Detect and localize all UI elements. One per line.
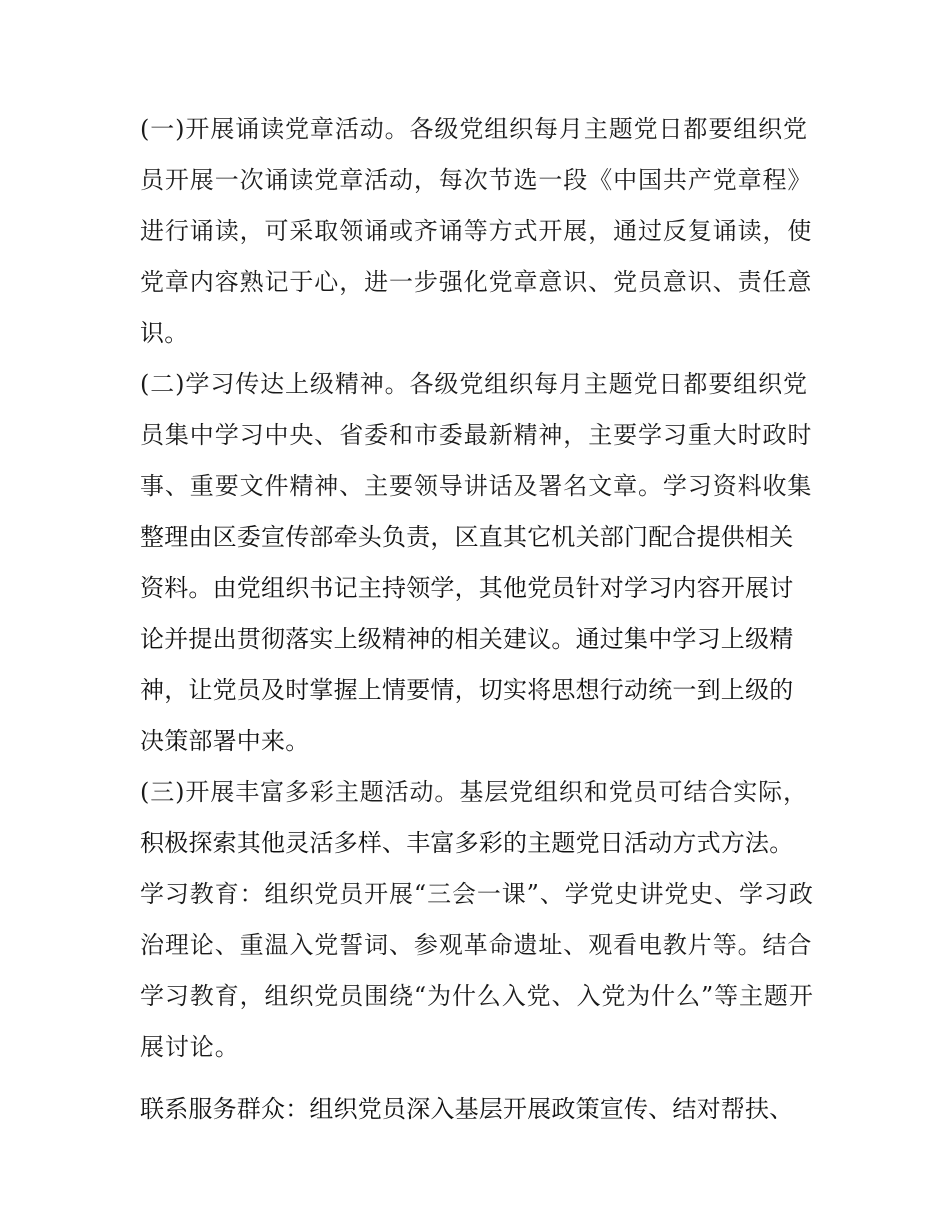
text-line: 展讨论。 xyxy=(140,1033,240,1061)
text-line: 识。 xyxy=(140,319,189,347)
text-line: 学习教育：组织党员开展“三会一课”、学党史讲党史、学习政 xyxy=(140,880,814,908)
text-line: 积极探索其他灵活多样、丰富多彩的主题党日活动方式方法。 xyxy=(140,829,794,857)
text-line: 论并提出贯彻落实上级精神的相关建议。通过集中学习上级精 xyxy=(140,625,794,653)
text-line: 整理由区委宣传部牵头负责，区直其它机关部门配合提供相关 xyxy=(140,523,794,551)
document-body xyxy=(140,104,812,1135)
text-line: (一)开展诵读党章活动。各级党组织每月主题党日都要组织党 xyxy=(140,115,808,143)
text-line: 事、重要文件精神、主要领导讲话及署名文章。学习资料收集 xyxy=(140,472,813,500)
text-line: 神，让党员及时掌握上情要情，切实将思想行动统一到上级的 xyxy=(140,676,794,704)
text-line: 治理论、重温入党誓词、参观革命遗址、观看电教片等。结合 xyxy=(140,931,813,959)
text-line: 学习教育，组织党员围绕“为什么入党、入党为什么”等主题开 xyxy=(140,982,814,1010)
text-line: 资料。由党组织书记主持领学，其他党员针对学习内容开展讨 xyxy=(140,574,794,602)
text-line: 进行诵读，可采取领诵或齐诵等方式开展，通过反复诵读，使 xyxy=(140,217,813,245)
text-line: (三)开展丰富多彩主题活动。基层党组织和党员可结合实际， xyxy=(140,778,808,806)
text-line: 员开展一次诵读党章活动，每次节选一段《中国共产党章程》 xyxy=(140,166,813,194)
text-line: 党章内容熟记于心，进一步强化党章意识、党员意识、责任意 xyxy=(140,268,813,296)
text-line: 决策部署中来。 xyxy=(140,727,310,755)
paragraph-gap xyxy=(140,1073,812,1084)
text-line: 联系服务群众：组织党员深入基层开展政策宣传、结对帮扶、 xyxy=(140,1095,794,1123)
text-line: (二)学习传达上级精神。各级党组织每月主题党日都要组织党 xyxy=(140,370,808,398)
text-line: 员集中学习中央、省委和市委最新精神，主要学习重大时政时 xyxy=(140,421,813,449)
